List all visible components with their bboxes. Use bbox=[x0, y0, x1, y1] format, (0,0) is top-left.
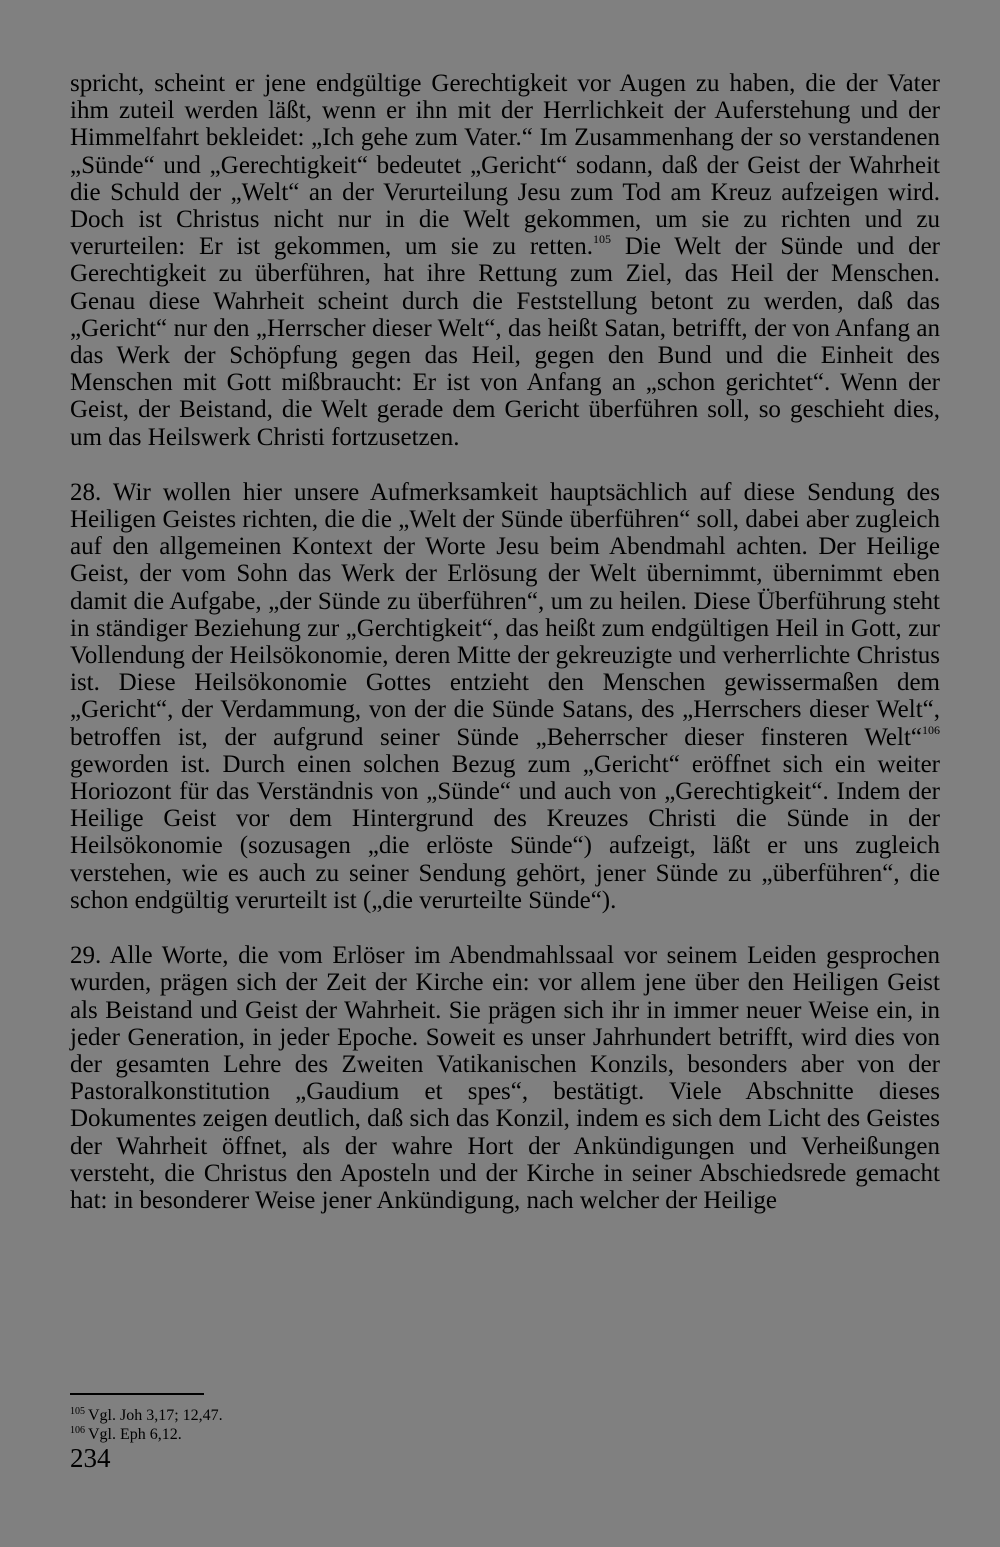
paragraph-text: 28. Wir wollen hier unsere Aufmerksamkeit hauptsächlich auf diese Sendung des Heiligen Geistes richten, die die „Welt der Sünde überführen“ soll, dabei aber zugleich auf den allgemeinen Kontext der Worte Jesu beim Abendmahl achten. Der Heilige Geist, der vom Sohn das Werk der Erlösung der Welt übernimmt, übernimmt eben damit die Aufgabe, „der Sünde zu überführen“, um zu heilen. Diese Überführung steht in ständiger Beziehung zur „Gerchtigkeit“, das heißt zum endgültigen Heil in Gott, zur Vollendung der Heilsökonomie, deren Mitte der gekreuzigte und verherrlichte Christus ist. Diese Heilsökonomie Gottes entzieht den Menschen gewissermaßen dem „Gericht“, der Verdammung, von der die Sünde Satans, des „Herrschers dieser Welt“, betroffen ist, der aufgrund seiner Sünde „Beherrscher dieser finsteren Welt“ bbox=[70, 478, 940, 751]
footnote-divider bbox=[70, 1393, 204, 1395]
footnotes bbox=[70, 1406, 940, 1444]
paragraph-text: geworden ist. Durch einen solchen Bezug zum „Gericht“ eröffnet sich ein weiter Horiozont für das Verständnis von „Sünde“ und auch von „Gerechtigkeit“. Indem der Heilige Geist vor dem Hintergrund des Kreuzes Christi die Sünde in der Heilsökonomie (sozusagen „die erlöste Sünde“) aufzeigt, läßt er uns zugleich verstehen, wie es auch zu seiner Sendung gehört, jener Sünde zu „überführen“, die schon endgültig verurteilt ist („die verurteilte Sünde“). bbox=[70, 750, 940, 914]
footnote-reference[interactable]: 106 bbox=[922, 722, 940, 737]
footnote-106 bbox=[70, 1425, 940, 1444]
footnote-mark: 105 bbox=[70, 1406, 85, 1417]
page-number: 234 bbox=[70, 1443, 111, 1473]
paragraph-28 bbox=[70, 479, 940, 914]
page-body bbox=[70, 70, 940, 1214]
paragraph-text: spricht, scheint er jene endgültige Gerechtigkeit vor Augen zu haben, die der Vater ihm zuteil werden läßt, wenn er ihn mit der Herrlichkeit der Auferstehung und der Himmelfahrt bekleidet: „Ich gehe zum Vater.“ Im Zusammenhang der so verstandenen „Sünde“ und „Gerechtigkeit“ bedeutet „Gericht“ sodann, daß der Geist der Wahrheit die Schuld der „Welt“ an der Verurteilung Jesu zum Tod am Kreuz aufzeigen wird. Doch ist Christus nicht nur in die Welt gekommen, um sie zu richten und zu verurteilen: Er ist gekommen, um sie zu retten. bbox=[70, 70, 940, 261]
paragraph-29: 29. Alle Worte, die vom Erlöser im Abendmahlssaal vor seinem Leiden gesprochen wurden, prägen sich der Zeit der Kirche ein: vor allem jene über den Heiligen Geist als Beistand und Geist der Wahrheit. Sie prägen sich ihr in immer neuer Weise ein, in jeder Generation, in jeder Epoche. Soweit es unser Jahrhundert betrifft, wird dies von der gesamten Lehre des Zweiten Vatikanischen Konzils, besonders aber von der Pastoralkonstitution „Gaudium et spes“, bestätigt. Viele Abschnitte dieses Dokumentes zeigen deutlich, daß sich das Konzil, indem es sich dem Licht des Geistes der Wahrheit öffnet, als der wahre Hort der Ankündigungen und Verheißungen versteht, die Christus den Aposteln und der Kirche in seiner Abschiedsrede gemacht hat: in besonderer Weise jener Ankündigung, nach welcher der Heilige bbox=[70, 942, 940, 1214]
paragraph-text: Die Welt der Sünde und der Gerechtigkeit zu überführen, hat ihre Rettung zum Ziel, das Heil der Menschen. Genau diese Wahrheit scheint durch die Feststellung betont zu werden, daß das „Gericht“ nur den „Herrscher dieser Welt“, das heißt Satan, betrifft, der von Anfang an das Werk der Schöpfung gegen das Heil, gegen den Bund und die Einheit des Menschen mit Gott mißbraucht: Er ist von Anfang an „schon gerichtet“. Wenn der Geist, der Beistand, die Welt gerade dem Gericht überführen soll, so geschieht dies, um das Heilswerk Christi fortzusetzen. bbox=[70, 233, 940, 451]
footnote-reference[interactable]: 105 bbox=[593, 232, 611, 247]
footnote-text: Vgl. Eph 6,12. bbox=[88, 1426, 182, 1443]
footnote-text: Vgl. Joh 3,17; 12,47. bbox=[88, 1407, 223, 1424]
footnote-mark: 106 bbox=[70, 1425, 85, 1436]
footnote-105 bbox=[70, 1406, 940, 1425]
paragraph-continuation bbox=[70, 70, 940, 451]
